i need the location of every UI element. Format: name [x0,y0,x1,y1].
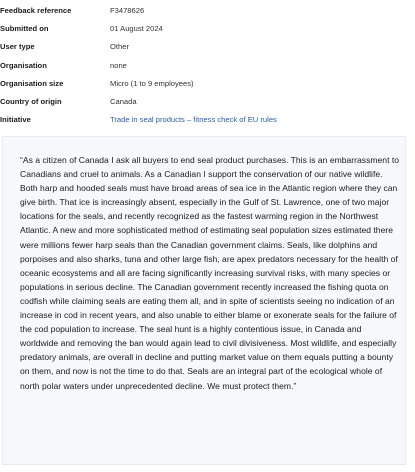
submitted-on-value: 01 August 2024 [110,24,163,34]
initiative-label: Initiative [0,115,31,125]
organisation-size-value: Micro (1 to 9 employees) [110,78,194,88]
feedback-text: “As a citizen of Canada I ask all buyers to end seal product purchases. This is an embarrassment to Canadians and cruel to animals. As a Canadian I support the conservation of our native wildlife. Both harp and hooded seals must have broad areas of sea ice in the Atlantic region where they can give birth. That ice is increasingly absent, especially in the Gulf of St. Lawrence, one of two major locations for the seals, and recently recognized as the fastest warming region in the Northwest Atlantic. A new and more sophisticated method of estimating seal population sizes estimated there were millions fewer harp seals than the Canadian government claims. Seals, like dolphins and porpoises and also sharks, tuna and other large fish, are apex predators necessary for the health of oceanic ecosystems and all are facing significantly increasing survival risks, with many species or populations in serious decline. The Canadian government recently increased the fishing quota on codfish while claiming seals are eating them all, and in spite of scientists seeing no indication of an increase in cod in recent years, and also unable to either blame or exonerate seals for the failure of the cod population to increase. The seal hunt is a highly contentious issue, in Canada and worldwide and removing the ban would again lead to civil divisiveness. Most wildlife, and especially predatory animals, are overall in decline and putting market value on them equals putting a bounty on them, and now is not the time to do that. Seals are an integral part of the ecological whole of north polar waters under unprecedented decline. We must protect them.” [20,155,400,391]
user-type-value: Other [110,42,129,52]
submitted-on-label: Submitted on [0,24,49,34]
meta-row-submitted-on [0,23,415,41]
feedback-metadata [0,5,415,132]
meta-row-initiative [0,114,415,132]
meta-row-country-of-origin [0,96,415,114]
meta-row-user-type [0,41,415,59]
meta-row-organisation-size [0,78,415,96]
initiative-link[interactable]: Trade in seal products – fitness check of EU rules [110,115,277,125]
user-type-label: User type [0,42,35,52]
organisation-value: none [110,60,127,70]
organisation-label: Organisation [0,60,47,70]
organisation-size-label: Organisation size [0,78,64,88]
feedback-reference-value: F3478626 [110,6,145,15]
feedback-reference-label: Feedback reference [0,6,72,15]
country-of-origin-label: Country of origin [0,96,62,106]
country-of-origin-value: Canada [110,96,137,106]
feedback-text-box [2,136,406,465]
meta-row-organisation [0,60,415,78]
meta-row-feedback-reference [0,5,415,23]
